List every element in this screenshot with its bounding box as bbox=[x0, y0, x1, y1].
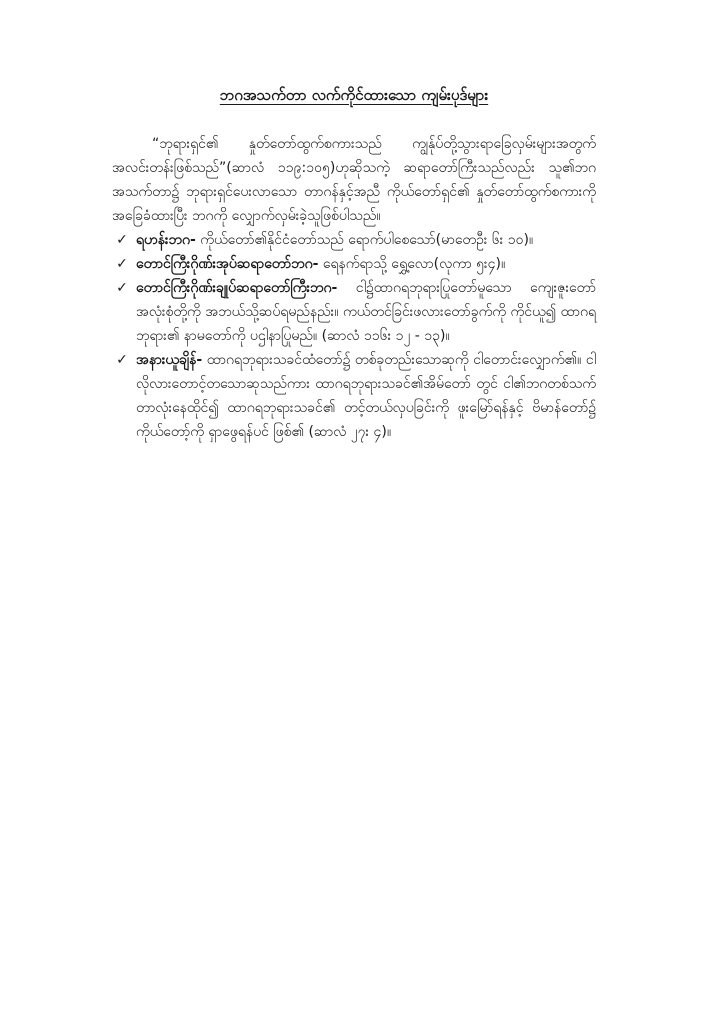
item-term: တောင်ကြီးဂိုဏ်းအုပ်ဆရာတော်ဘဂ- bbox=[136, 256, 319, 272]
check-mark-icon: ✓ bbox=[116, 280, 128, 296]
list-item bbox=[112, 348, 596, 444]
item-text: ကိုယ်တော်၏နိုင်ငံတော်သည် ရောက်ပါစေသော်(မာတေဦး ၆း ၁၀)။ bbox=[195, 232, 534, 248]
check-mark-icon: ✓ bbox=[116, 232, 128, 248]
list-item bbox=[112, 276, 596, 348]
item-term: ရဟန်းဘဂ- bbox=[136, 232, 196, 248]
intro-paragraph: “ဘုရားရှင်၏ နှုတ်တော်ထွက်စကားသည် ကျွန်ုပ်တို့သွားရာခြေလှမ်းများအတွက် အလင်းတန်းဖြစ်သည်”(ဆာလံ ၁၁၉:၁၀၅)ဟုဆိုသကဲ့ ဆရာတော်ကြီးသည်လည်း သူ၏ဘဂ အသက်တာ၌ ဘုရားရှင်ပေးလာသော တာဂန်နှင့်အညီ ကိုယ်တော်ရှင်၏ နှုတ်တော်ထွက်စကားကို အခြေခံထားပြီး ဘဂကို လျှောက်လှမ်းခဲ့သူဖြစ်ပါသည်။ bbox=[112, 136, 596, 224]
item-term: အနားယူချိန်- bbox=[136, 352, 203, 368]
item-text: ရေနက်ရာသို့ ရွှေ့လော(လုကာ ၅း၄)။ bbox=[318, 256, 506, 272]
bullet-list bbox=[112, 228, 596, 444]
check-mark-icon: ✓ bbox=[116, 352, 128, 368]
check-mark-icon: ✓ bbox=[116, 256, 128, 272]
item-text: ထာဂရဘုရားသခင်ထံတော်၌ တစ်ခုတည်းသောဆုကို ငါတောင်းလျှောက်၏။ ငါလိုလားတောင့်တသောဆုသည်ကား ထာဂရဘုရားသခင်၏အိမ်တော် တွင် ငါ၏ဘဂတစ်သက်တာလုံးနေထိုင်၍ ထာဂရဘုရားသခင်၏ တင့်တယ်လှပခြင်းကို ဖူးမြော်ရန်နှင့် ဗိမာန်တော်၌ ကိုယ်တော့်ကို ရှာဖွေရန်ပင် ဖြစ်၏ (ဆာလံ ၂၇း ၄)။ bbox=[136, 352, 596, 440]
list-item bbox=[112, 252, 596, 276]
item-term: တောင်ကြီးဂိုဏ်းချုပ်ဆရာတော်ကြီးဘဂ- bbox=[136, 280, 338, 296]
document-title: ဘဂအသက်တာ လက်ကိုင်ထားသော ကျမ်းပုဒ်များ bbox=[219, 86, 489, 104]
item-text: ငါ၌ထာဂရဘုရားပြုတော်မူသော ကျေးဇူးတော်အလုံးစုံတို့ကို အဘယ်သို့ဆပ်ရမည်နည်း။ ကယ်တင်ခြင်းဖလားတော်ခွက်ကို ကိုင်ယူ၍ ထာဂရ ဘုရား၏ နာမတော်ကို ပဌါနာပြုမည်။ (ဆာလံ ၁၁၆း ၁၂ - ၁၃)။ bbox=[136, 280, 596, 344]
list-item bbox=[112, 228, 596, 252]
